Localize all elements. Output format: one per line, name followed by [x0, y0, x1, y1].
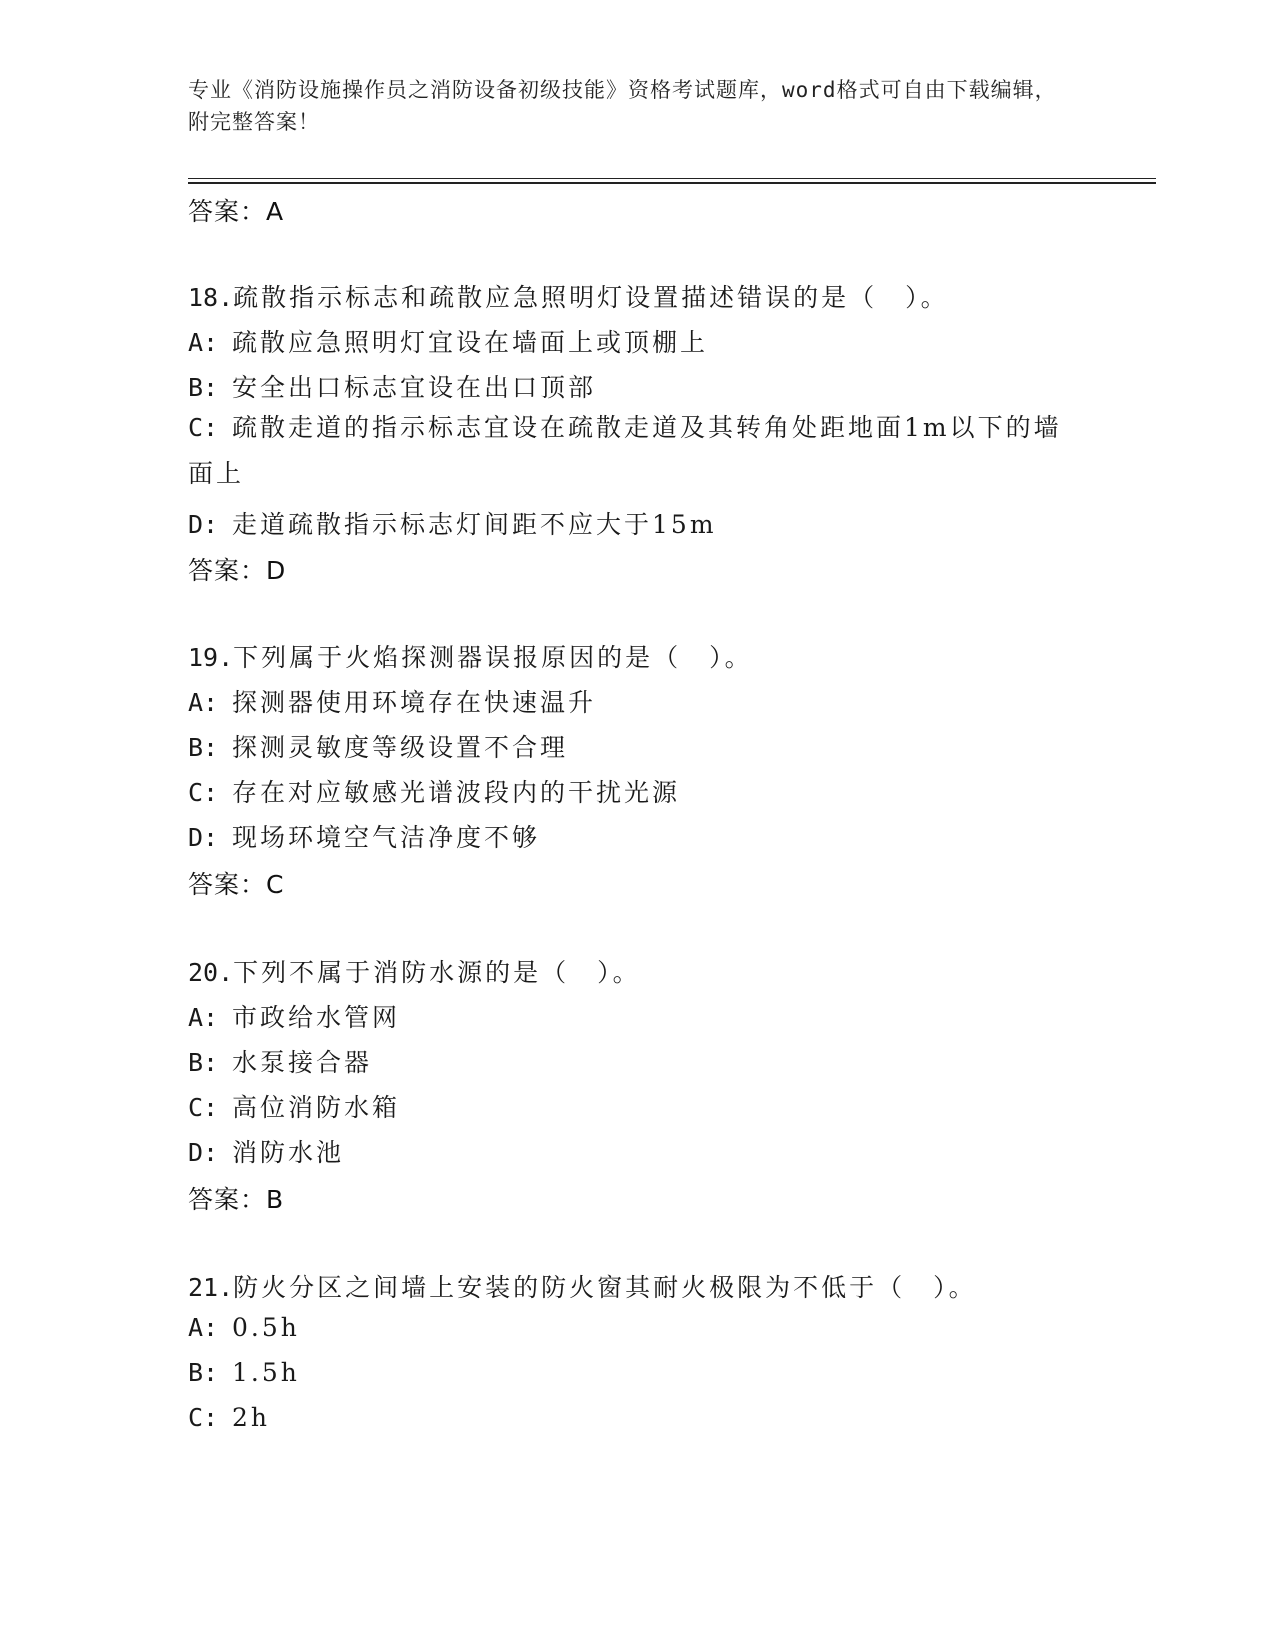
option-text: 0.5h — [232, 1313, 300, 1342]
option-label: C: — [188, 778, 219, 807]
page-header-text: 专业《消防设施操作员之消防设备初级技能》资格考试题库，word格式可自由下载编辑，附完整答案！ — [188, 78, 1057, 134]
option-label: A: — [188, 328, 219, 357]
question-18-option-b — [188, 368, 596, 404]
question-20-option-a — [188, 998, 400, 1034]
question-number: 21. — [188, 1273, 234, 1302]
question-20-answer: 答案：B — [188, 1185, 285, 1214]
option-label: D: — [188, 1138, 219, 1167]
question-21-option-b — [188, 1358, 300, 1387]
question-19-option-c — [188, 773, 680, 809]
question-21-option-c — [188, 1403, 270, 1432]
question-text: 疏散指示标志和疏散应急照明灯设置描述错误的是（ ）。 — [233, 283, 949, 312]
question-19-stem — [188, 638, 753, 674]
question-20-option-d — [188, 1133, 344, 1169]
question-number: 18. — [188, 283, 234, 312]
option-label: B: — [188, 373, 219, 402]
option-text: 疏散应急照明灯宜设在墙面上或顶棚上 — [232, 328, 709, 357]
option-label: D: — [188, 823, 219, 852]
question-19-option-b — [188, 728, 568, 764]
question-number: 19. — [188, 643, 234, 672]
option-label: C: — [188, 1093, 219, 1122]
question-20-option-c — [188, 1088, 400, 1124]
option-text: 探测灵敏度等级设置不合理 — [232, 733, 569, 762]
option-text: 疏散走道的指示标志宜设在疏散走道及其转角处距地面1m以下的墙面上 — [188, 413, 1062, 488]
header-rule-thick — [188, 182, 1156, 184]
question-18-answer: 答案：D — [188, 556, 287, 585]
option-text: 2h — [232, 1403, 271, 1432]
question-18-option-a — [188, 323, 708, 359]
option-text: 市政给水管网 — [232, 1003, 401, 1032]
option-label: C: — [188, 1403, 219, 1432]
option-text: 消防水池 — [232, 1138, 345, 1167]
header-rule-thin — [188, 178, 1156, 179]
option-label: C: — [188, 413, 219, 442]
option-text: 1.5h — [232, 1358, 300, 1387]
question-text: 下列不属于消防水源的是（ ）。 — [233, 958, 641, 987]
question-18-stem — [188, 278, 949, 314]
option-label: A: — [188, 688, 219, 717]
option-text: 现场环境空气洁净度不够 — [232, 823, 541, 852]
question-text: 下列属于火焰探测器误报原因的是（ ）。 — [233, 643, 753, 672]
question-20-option-b — [188, 1043, 372, 1079]
question-text: 防火分区之间墙上安装的防火窗其耐火极限为不低于（ ）。 — [233, 1273, 977, 1302]
question-18-option-c — [188, 405, 1068, 497]
question-21-option-a — [188, 1313, 300, 1342]
question-21-stem — [188, 1268, 977, 1304]
question-20-stem — [188, 953, 641, 989]
question-19-option-d — [188, 818, 540, 854]
option-text: 存在对应敏感光谱波段内的干扰光源 — [232, 778, 681, 807]
previous-answer: 答案：A — [188, 197, 285, 226]
option-label: D: — [188, 510, 219, 539]
question-19-option-a — [188, 683, 596, 719]
option-text: 走道疏散指示标志灯间距不应大于15m — [232, 510, 717, 539]
option-text: 水泵接合器 — [232, 1048, 373, 1077]
question-number: 20. — [188, 958, 234, 987]
option-text: 探测器使用环境存在快速温升 — [232, 688, 597, 717]
question-18-option-d — [188, 505, 717, 541]
option-label: B: — [188, 733, 219, 762]
option-label: B: — [188, 1358, 219, 1387]
option-text: 高位消防水箱 — [232, 1093, 401, 1122]
option-label: A: — [188, 1313, 219, 1342]
option-label: A: — [188, 1003, 219, 1032]
option-text: 安全出口标志宜设在出口顶部 — [232, 373, 597, 402]
question-19-answer: 答案：C — [188, 870, 285, 899]
option-label: B: — [188, 1048, 219, 1077]
